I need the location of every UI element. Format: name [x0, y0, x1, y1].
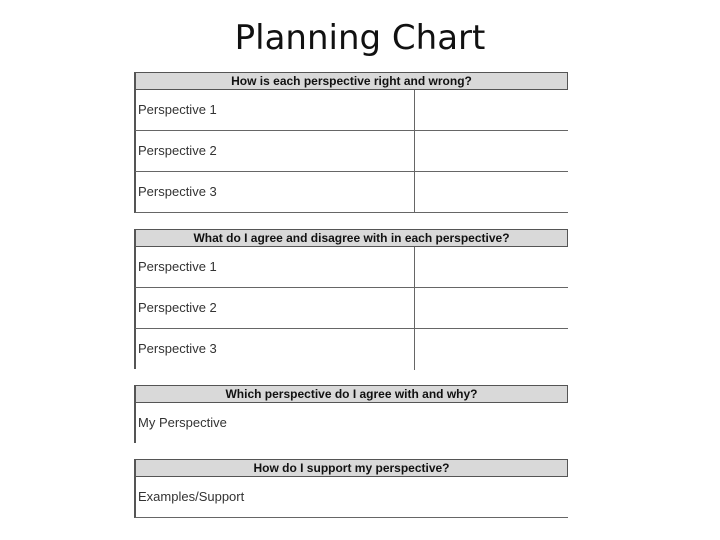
section-heading: Which perspective do I agree with and why? — [134, 385, 568, 403]
section-gap — [134, 369, 568, 385]
table-row[interactable] — [134, 90, 568, 131]
section-right-wrong — [134, 72, 568, 213]
row-label: My Perspective — [138, 415, 227, 430]
column-divider — [414, 288, 415, 329]
table-row[interactable] — [134, 288, 568, 329]
page-title: Planning Chart — [234, 18, 486, 58]
table-row[interactable] — [134, 477, 568, 518]
row-label: Perspective 1 — [138, 102, 217, 117]
section-heading: How is each perspective right and wrong? — [134, 72, 568, 90]
table-row[interactable] — [134, 172, 568, 213]
table-row[interactable] — [134, 247, 568, 288]
row-label: Examples/Support — [138, 489, 245, 504]
section-gap — [134, 213, 568, 229]
column-divider — [414, 172, 415, 213]
table-row[interactable] — [134, 131, 568, 172]
row-label: Perspective 3 — [138, 341, 217, 356]
row-label: Perspective 2 — [138, 143, 217, 158]
row-label: Perspective 1 — [138, 259, 217, 274]
section-heading: How do I support my perspective? — [134, 459, 568, 477]
row-label: Perspective 2 — [138, 300, 217, 315]
section-gap — [134, 443, 568, 459]
table-row[interactable] — [134, 329, 568, 369]
column-divider — [414, 247, 415, 288]
row-label: Perspective 3 — [138, 184, 217, 199]
column-divider — [414, 90, 415, 131]
column-divider — [414, 329, 415, 370]
section-my-perspective — [134, 385, 568, 443]
planning-worksheet — [134, 72, 568, 518]
section-heading: What do I agree and disagree with in each perspective? — [134, 229, 568, 247]
section-agree-disagree — [134, 229, 568, 369]
column-divider — [414, 131, 415, 172]
section-support — [134, 459, 568, 518]
table-row[interactable] — [134, 403, 568, 443]
